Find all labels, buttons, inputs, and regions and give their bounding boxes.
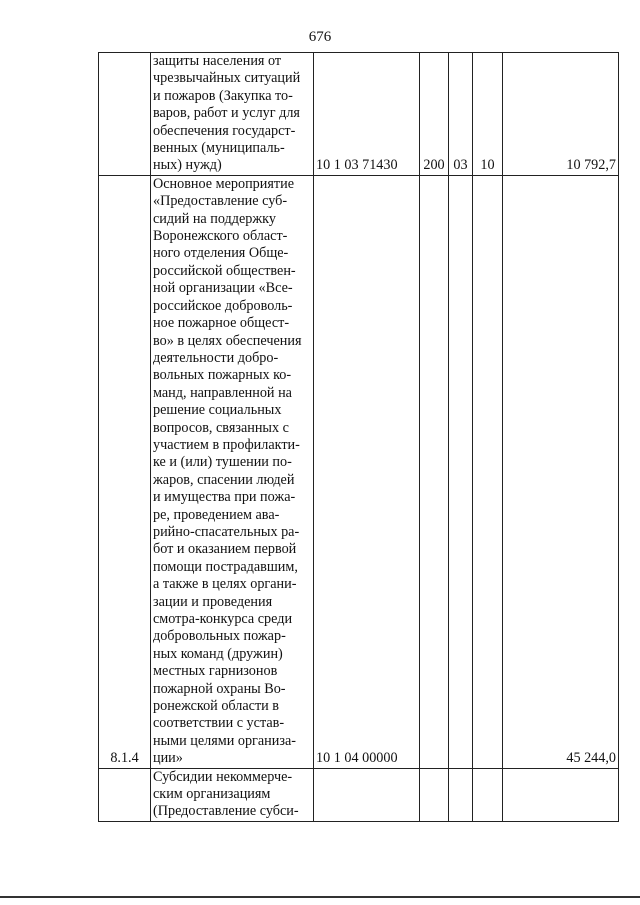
row-name [151, 175, 314, 768]
table-row [99, 768, 619, 821]
row-number [99, 768, 151, 821]
row-rz: 03 [449, 53, 473, 176]
row-kvr [420, 768, 449, 821]
row-rz [449, 175, 473, 768]
row-sum: 10 792,7 [503, 53, 619, 176]
row-kvr [420, 175, 449, 768]
row-rz [449, 768, 473, 821]
row-kvr: 200 [420, 53, 449, 176]
row-name [151, 53, 314, 176]
row-name-text: Субсидии некоммерче- ским организациям (Предоставление субси- [153, 768, 299, 820]
row-code [314, 768, 420, 821]
row-code: 10 1 04 00000 [314, 175, 420, 768]
row-sum [503, 768, 619, 821]
row-name [151, 768, 314, 821]
scan-edge-line [0, 896, 640, 898]
row-number [99, 53, 151, 176]
row-name-text: защиты населения от чрезвычайных ситуаций и пожаров (Закупка то- варов, работ и услуг для обеспечения государст- венных (муниципаль- ных) нужд) [153, 53, 301, 174]
page-number: 676 [308, 29, 332, 45]
budget-table [98, 52, 619, 822]
table-row [99, 53, 619, 176]
row-pr [473, 175, 503, 768]
table-row [99, 175, 619, 768]
row-name-text: Основное мероприятие «Предоставление суб- сидий на поддержку Воронежского област- ного отделения Обще- российской обществен- ной организации «Все- российское доброволь- ное пожарное общест- во» в целях обеспечения деятельности добро- вольных пожарных ко- манд, направленной на решение социальных вопросов, связанных с участием в профилакти- ке и (или) тушении по- жаров, спасении людей и имущества при пожа- ре, проведением ава- рийно-спасательных ра- бот и оказанием первой помощи пострадавшим, а также в целях органи- зации и проведения смотра-конкурса среди добровольных пожар- ных команд (дружин) местных гарнизонов пожарной охраны Во- ронежской области в соответствии с устав- ными целями организа- ции» [153, 175, 302, 767]
row-number: 8.1.4 [99, 175, 151, 768]
row-sum: 45 244,0 [503, 175, 619, 768]
row-pr: 10 [473, 53, 503, 176]
row-code: 10 1 03 71430 [314, 53, 420, 176]
row-pr [473, 768, 503, 821]
